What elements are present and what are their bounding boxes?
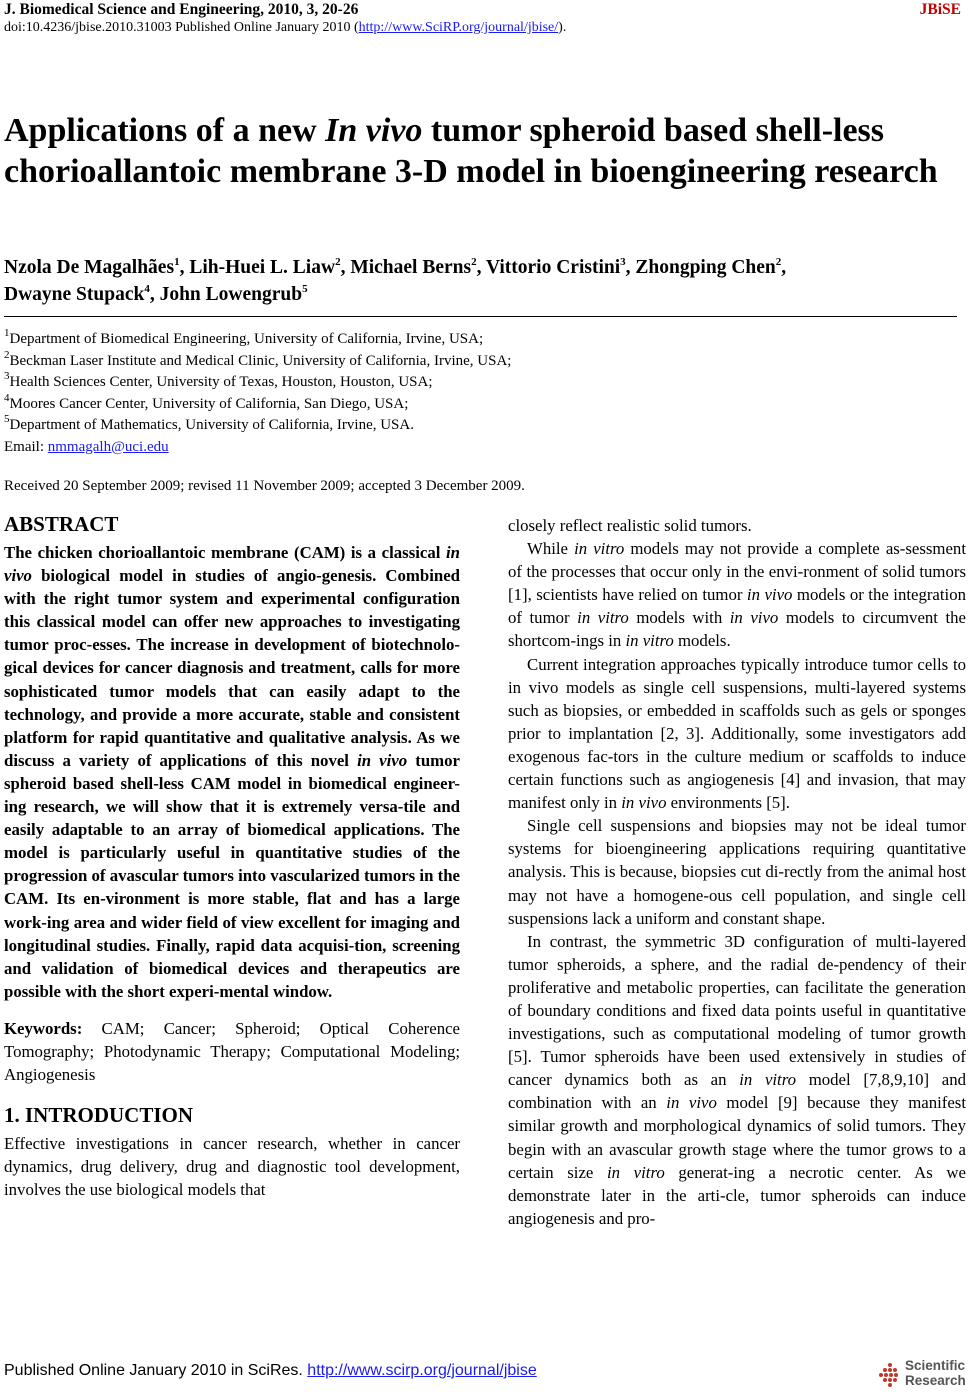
logo-dot xyxy=(888,1368,892,1372)
title-text: Applications of a new xyxy=(4,112,326,149)
title-text-end: tumor spheroid based shell-less chorioallantoic membrane 3-D model in bioengineering research xyxy=(4,112,938,190)
keywords-label: Keywords: xyxy=(4,1018,83,1038)
logo-dot xyxy=(884,1373,888,1377)
section-heading-introduction: 1. INTRODUCTION xyxy=(4,1103,194,1128)
left-column xyxy=(4,508,460,1201)
intro-paragraph: closely reflect realistic solid tumors. xyxy=(508,516,752,535)
doi-text: doi:10.4236/jbise.2010.31003 Published Online January 2010 ( xyxy=(4,20,359,35)
logo-dot xyxy=(883,1368,887,1372)
affiliation: $^1$Department of Biomedical Engineering, University of California, Irvine, USA; xyxy=(4,327,484,347)
logo-dot xyxy=(889,1373,893,1377)
author: Nzola De Magalhães$^1$ xyxy=(4,255,180,278)
intro-paragraph: In contrast, the symmetric 3D configuration of multi-layered tumor spheroids, a sphere, and the radial de-pendency of their proliferative and metabolic properties, can facilitate the generation of boundary conditions and fixed data points useful in quantitative investigations, such as computational modeling of tumor growth [5]. Tumor spheroids have been used extensively in studies of cancer dynamics both as an in vitro model [7,8,9,10] and combination with an in vivo model [9] because they manifest similar growth and morphological dynamics of solid tumors. They begin with an avascular growth stage where the tumor grows to a certain size in vitro generat-ing a necrotic center. As we demonstrate later in the arti-cle, tumor spheroids can induce angiogenesis and pro- xyxy=(508,931,966,1228)
footer-text: Published Online January 2010 in SciRes. xyxy=(4,1362,308,1379)
logo-dot xyxy=(879,1373,883,1377)
author: Michael Berns$^2$ xyxy=(350,255,477,278)
logo-text: Scientific Research xyxy=(905,1358,966,1388)
email-link[interactable]: nmmagalh@uci.edu xyxy=(47,438,169,455)
logo-dot xyxy=(893,1378,897,1382)
author: John Lowengrub$^5$ xyxy=(159,282,308,305)
page-footer xyxy=(4,1362,537,1380)
author: Lih-Huei L. Liaw$^2$ xyxy=(189,255,341,278)
email-line: Email: nmmagalh@uci.edu xyxy=(4,438,169,455)
affiliation: $^5$Department of Mathematics, University of California, Irvine, USA. xyxy=(4,413,414,433)
header-divider xyxy=(4,316,957,317)
logo-dot xyxy=(883,1378,887,1382)
affiliation: $^4$Moores Cancer Center, University of California, San Diego, USA; xyxy=(4,391,409,412)
journal-url-link[interactable]: http://www.SciRP.org/journal/jbise/ xyxy=(358,20,559,35)
doi-line xyxy=(4,20,566,36)
paper-title xyxy=(4,110,954,192)
footer-journal-link[interactable]: http://www.scirp.org/journal/jbise xyxy=(307,1362,537,1379)
author-list: Nzola De Magalhães$^1$, Lih-Huei L. Liaw$^2$, Michael Berns$^2$, Vittorio Cristini$^3$, Zhongping Chen$^2$, Dwayne Stupack$^4$, John Lowengrub$^5$ xyxy=(4,255,787,305)
right-column xyxy=(508,514,966,1230)
logo-dot xyxy=(888,1378,892,1382)
received-dates: Received 20 September 2009; revised 11 November 2009; accepted 3 December 2009. xyxy=(4,478,525,494)
logo-dot xyxy=(888,1363,892,1367)
affiliation: $^3$Health Sciences Center, University of Texas, Houston, Houston, USA; xyxy=(4,370,433,390)
affiliation-list xyxy=(4,329,954,458)
keywords: Keywords: CAM; Cancer; Spheroid; Optical Coherence Tomography; Photodynamic Therapy; Computational Modeling; Angiogenesis xyxy=(4,1018,460,1085)
intro-paragraph: Current integration approaches typically introduce tumor cells to in vivo models as single cell suspensions, multi-layered systems such as biopsies, or embedded in scaffolds such as gels or sponges prior to implantation [2, 3]. Additionally, some investigators add exogenous fac-tors in the culture medium or scaffolds to induce certain functions such as angiogenesis [4] and invasion, that may manifest only in in vivo environments [5]. xyxy=(508,654,966,813)
logo-dot xyxy=(888,1383,892,1387)
journal-citation: J. Biomedical Science and Engineering, 2010, 3, 20-26 xyxy=(4,1,359,18)
abstract-heading: ABSTRACT xyxy=(4,512,119,536)
logo-dot xyxy=(894,1373,898,1377)
author: Zhongping Chen$^2$ xyxy=(635,255,782,278)
logo-dots-icon xyxy=(878,1362,902,1388)
logo-dot xyxy=(893,1368,897,1372)
scientific-research-logo xyxy=(878,1358,966,1392)
author: Dwayne Stupack$^4$ xyxy=(4,282,150,305)
intro-paragraph: While in vitro models may not provide a complete as-sessment of the processes that occur only in the envi-ronment of solid tumors [1], scientists have relied on tumor in vivo models or the integration of tumor in vitro models with in vivo models to circumvent the shortcom-ings in in vitro models. xyxy=(508,539,966,651)
journal-abbreviation: JBiSE xyxy=(919,1,961,18)
doi-suffix: ). xyxy=(558,20,567,35)
abstract-text: The chicken chorioallantoic membrane (CAM) is a classical in vivo biological model in studies of angio-genesis. Combined with the right tumor system and experimental configuration this classical model can offer new approaches to investigating tumor proc-esses. The increase in development of biotechnolo-gical devices for cancer diagnosis and treatment, calls for more sophisticated tumor models that can easily adapt to the technology, and provide a more accurate, stable and consistent platform for rapid quantitative and qualitative analysis. As we discuss a variety of applications of this novel in vivo tumor spheroid based shell-less CAM model in biomedical engineer-ing research, we will show that it is extremely versa-tile and easily adaptable to an array of biomedical applications. The model is particularly useful in quantitative studies of the progression of avascular tumors into vascularized tumors in the CAM. Its en-vironment is more stable, flat and has a large work-ing area and wider field of view excellent for imaging and longitudinal studies. Finally, rapid data acquisi-tion, screening and validation of biomedical devices and therapeutics are possible with the short experi-mental window. xyxy=(4,543,461,1001)
title-italic: In vivo xyxy=(325,112,423,149)
author: Vittorio Cristini$^3$ xyxy=(486,255,626,278)
intro-paragraph: Single cell suspensions and biopsies may not be ideal tumor systems for bioengineering applications requiring quantitative analysis. This is because, biopsies cut di-rectly from the animal host may not have a homogene-ous cell population, and single cell suspensions lack a uniform and constant shape. xyxy=(508,816,966,928)
affiliation: $^2$Beckman Laser Institute and Medical Clinic, University of California, Irvine, USA; xyxy=(4,348,512,369)
intro-paragraph: Effective investigations in cancer research, whether in cancer dynamics, drug delivery, drug and diagnostic tool development, involves the use biological models that xyxy=(4,1134,460,1200)
